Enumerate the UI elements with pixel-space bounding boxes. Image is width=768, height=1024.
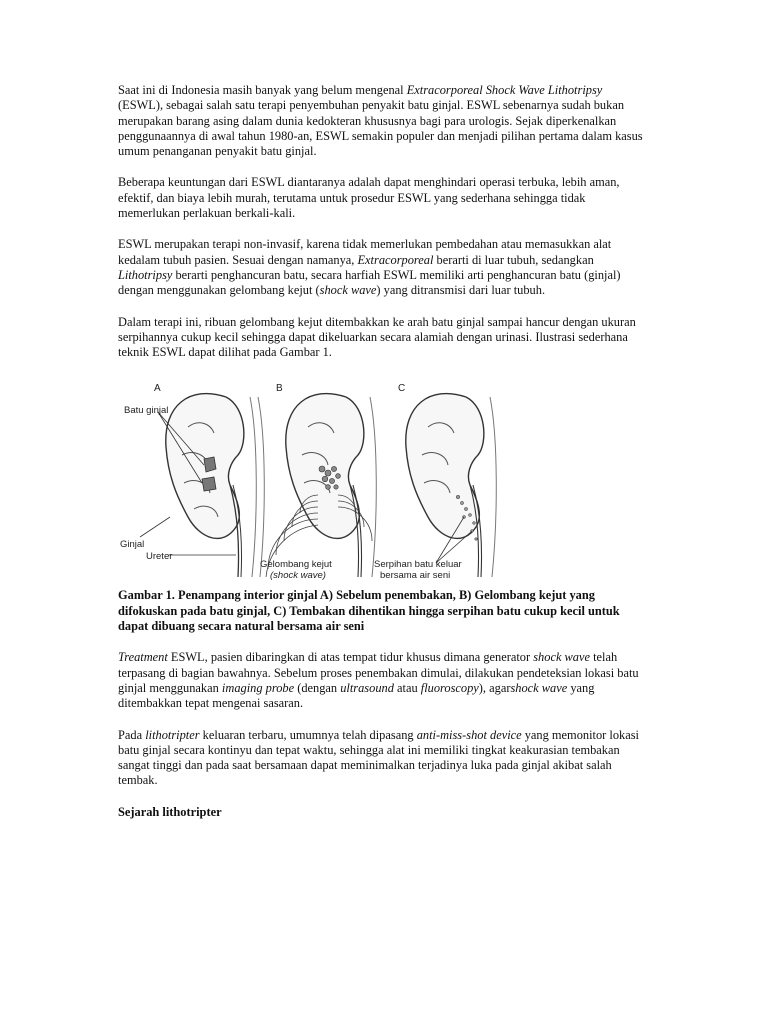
italic-term: Extracorporeal — [357, 252, 434, 267]
text-run: ) yang ditransmisi dari luar tubuh. — [376, 283, 546, 298]
panel-c — [374, 383, 496, 581]
text-run: (dengan — [294, 680, 341, 695]
italic-term: imaging probe — [221, 680, 295, 695]
fragment — [464, 508, 467, 511]
italic-term: Treatment — [118, 650, 168, 665]
kidney-illustration — [118, 377, 508, 582]
panel-b — [260, 383, 376, 581]
label-shock-wave: (shock wave) — [270, 570, 326, 582]
text-run: telah terpasang di bagian bawahnya. Sebelum proses penembakan dimulai, dilakukan pendeteksian lokasi batu ginjal menggunakan — [118, 650, 639, 695]
label-bersama-air-seni: bersama air seni — [380, 570, 451, 582]
italic-term: lithotripter — [145, 727, 200, 742]
italic-term: Extracorporeal Shock Wave Lithotripsy — [406, 83, 603, 97]
fragment — [336, 474, 341, 479]
panel-label-b: B — [276, 383, 283, 395]
italic-term: Lithotripsy — [118, 267, 173, 282]
text-run: berarti di luar tubuh, sedangkan — [433, 252, 594, 267]
paragraph-treatment — [118, 650, 650, 711]
text-run: ESWL, pasien dibaringkan di atas tempat tidur khusus dimana generator — [167, 650, 534, 665]
text-run: ), agar — [478, 680, 511, 695]
fragment — [469, 514, 472, 517]
fragment — [460, 502, 463, 505]
fragment — [475, 538, 478, 541]
italic-term: shock wave — [510, 680, 568, 695]
paragraph-lithotripter — [118, 728, 650, 789]
fragment — [334, 485, 338, 489]
fragment — [331, 467, 336, 472]
fragment — [473, 522, 476, 525]
section-heading: Sejarah lithotripter — [118, 804, 222, 819]
kidney-illustration-figure — [118, 377, 508, 582]
label-serpihan: Serpihan batu keluar — [374, 559, 462, 571]
panel-label-c: C — [398, 383, 406, 395]
fragment — [325, 470, 331, 476]
text-run: yang memonitor lokasi batu ginjal secara kontinyu dan tepat waktu, sehingga alat ini memiliki tingkat keakurasian tembakan sangat tinggi dan pada saat bersamaan dapat meminimalkan terjadinya luka pada ginjal akibat salah tembak. — [118, 727, 639, 788]
italic-term: fluoroscopy — [420, 680, 479, 695]
vessel-a — [250, 397, 264, 577]
panel-a — [120, 383, 264, 577]
vessel-c — [490, 397, 496, 577]
label-batu-ginjal: Batu ginjal — [124, 405, 169, 417]
figure-caption: Gambar 1. Penampang interior ginjal A) Sebelum penembakan, B) Gelombang kejut yang difokuskan pada batu ginjal, C) Tembakan dihentikan hingga serpihan batu cukup kecil untuk dapat dibuang secara natural bersama air seni — [118, 588, 620, 634]
paragraph-therapy: Dalam terapi ini, ribuan gelombang kejut ditembakkan ke arah batu ginjal sampai hancur dengan ukuran serpihannya cukup kecil sehingga dapat dikeluarkan secara alamiah dengan urinasi. Ilustrasi sederhana teknik ESWL dapat dilihat pada Gambar 1. — [118, 314, 636, 360]
text-run: ESWL merupakan terapi non-invasif, karena tidak memerlukan pembedahan atau memasukkan alat kedalam tubuh pasien. Sesuai dengan namanya, — [118, 237, 612, 267]
text-run: yang ditembakkan tepat mengenai sasaran. — [118, 680, 595, 711]
paragraph-intro — [118, 83, 650, 159]
paragraph-benefits: Beberapa keuntungan dari ESWL diantaranya adalah dapat menghindari operasi terbuka, lebih aman, efektif, dan biaya lebih murah, terutama untuk prosedur ESWL yang sederhana sehingga tidak memerlukan perlakuan berkali-kali. — [118, 175, 620, 221]
italic-term: shock wave — [533, 650, 591, 665]
panel-label-a: A — [154, 383, 161, 395]
label-gelombang-kejut: Gelombang kejut — [260, 559, 332, 571]
label-ureter: Ureter — [146, 551, 173, 563]
text-run: Pada — [118, 727, 146, 742]
fragment — [456, 496, 460, 500]
document-page — [118, 83, 650, 820]
text-run: Saat ini di Indonesia masih banyak yang belum mengenal — [118, 83, 407, 97]
stone-a1 — [204, 457, 216, 472]
fragment — [326, 485, 331, 490]
label-ginjal: Ginjal — [120, 539, 145, 551]
fragment — [322, 477, 328, 483]
fragment — [319, 466, 325, 472]
vessel-b — [370, 397, 376, 577]
text-run: (ESWL), sebagai salah satu terapi penyembuhan penyakit batu ginjal. ESWL sebenarnya sudah bukan merupakan barang asing dalam dunia kedokteran khususnya bagi para urologis. Sejak diperkenalkan penggunaannya di awal tahun 1980-an, ESWL semakin populer dan menjadi pilihan pertama dalam kasus umum penanganan penyakit batu ginjal. — [118, 98, 643, 159]
italic-term: ultrasound — [340, 680, 394, 695]
kidney-outline-c — [406, 394, 484, 539]
text-run: atau — [393, 680, 421, 695]
italic-term: shock wave — [319, 283, 377, 298]
stone-a2 — [202, 477, 216, 491]
fragment — [329, 479, 334, 484]
text-run: keluaran terbaru, umumnya telah dipasang — [199, 727, 417, 742]
paragraph-definition — [118, 237, 650, 298]
text-run: berarti penghancuran batu, secara harfiah ESWL memiliki arti penghancuran batu (ginjal) dengan menggunakan gelombang kejut ( — [118, 267, 621, 298]
kidney-outline-b — [286, 394, 364, 539]
italic-term: anti-miss-shot device — [416, 727, 522, 742]
pointer-line — [140, 517, 170, 537]
